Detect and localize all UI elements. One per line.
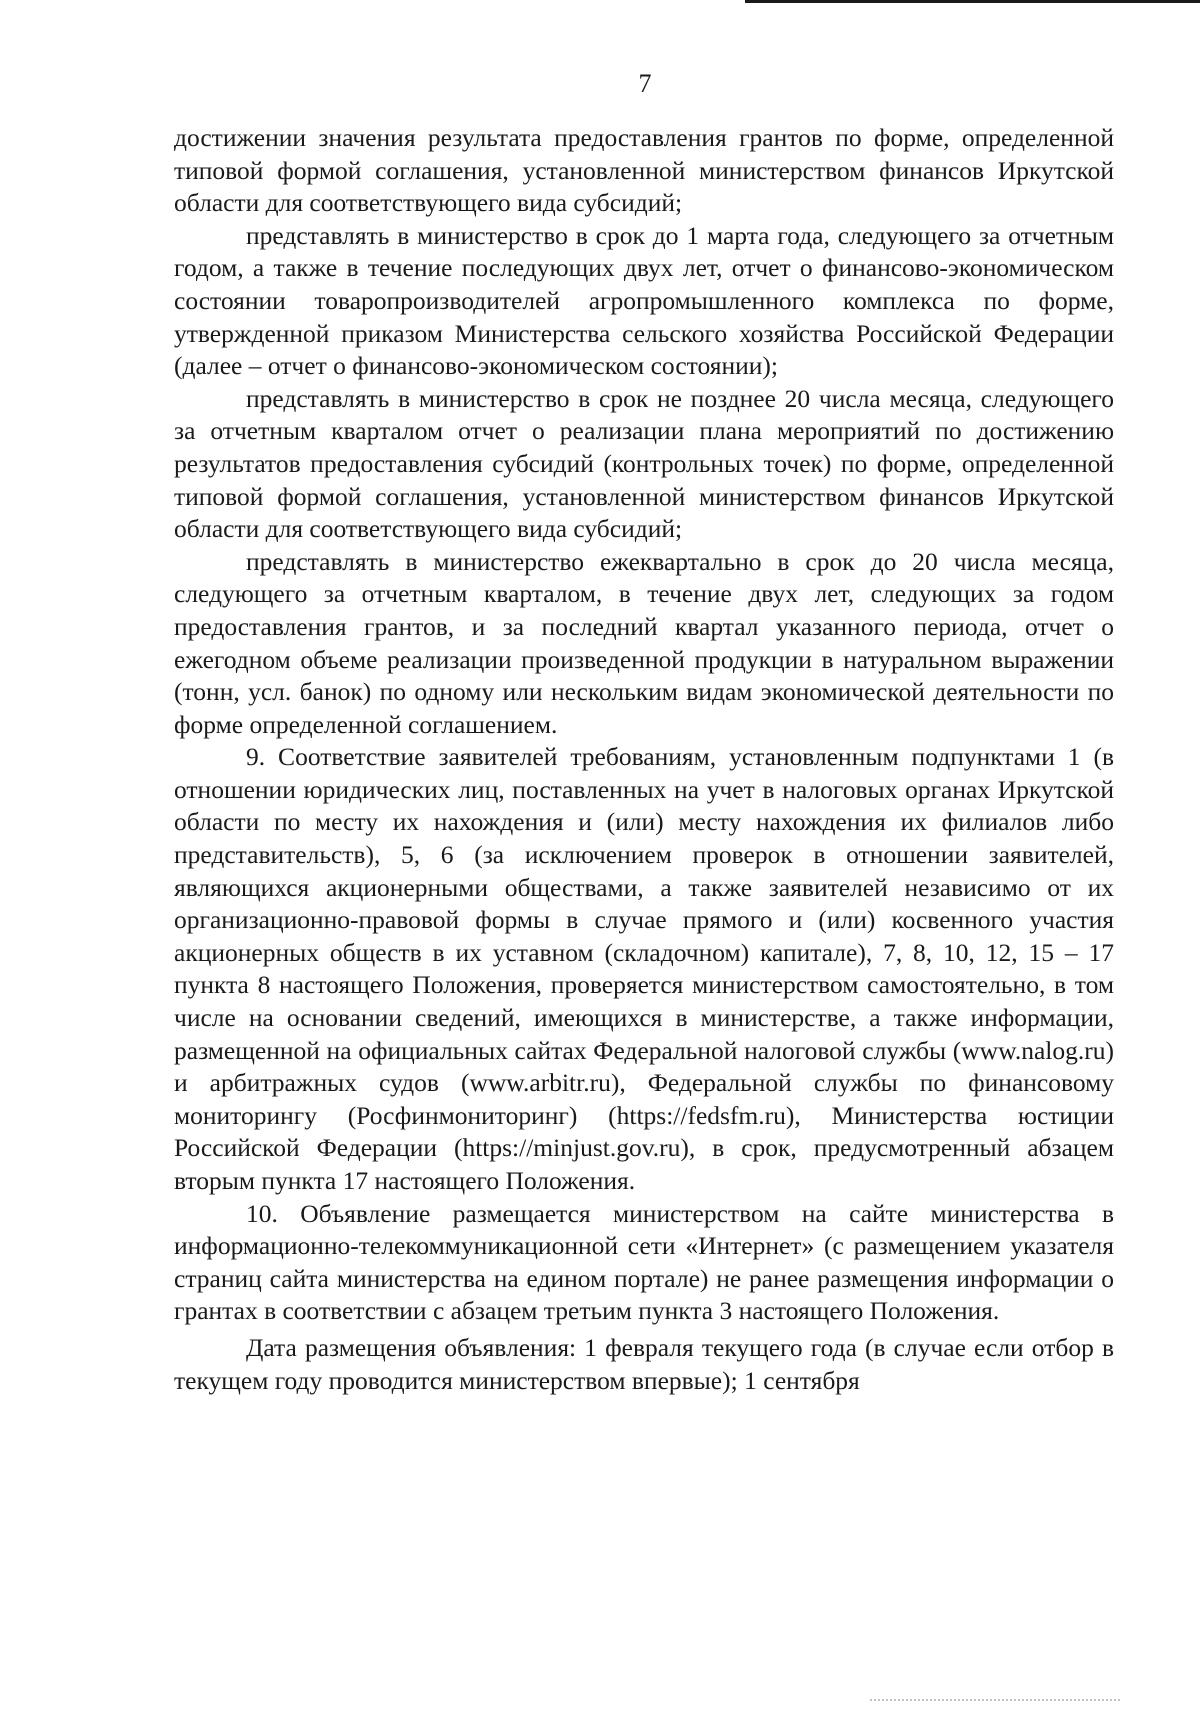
scan-artifact: [870, 1699, 1120, 1705]
top-rule: [745, 0, 1200, 3]
document-body: [174, 122, 1114, 1397]
paragraph-announcement-date: Дата размещения объявления: 1 февраля текущего года (в случае если отбор в текущем году проводится министерством впервые); 1 сентября: [174, 1332, 1114, 1395]
paragraph-quarterly-plan-report: представлять в министерство в срок не позднее 20 числа месяца, следующего за отчетным кварталом отчет о реализации плана мероприятий по достижению результатов предоставления субсидий (контрольных точек) по форме, определенной типовой формой соглашения, установленной министерством финансов Иркутской области для соответствующего вида субсидий;: [174, 383, 1114, 544]
paragraph-item-9: 9. Соответствие заявителей требованиям, установленным подпунктами 1 (в отношении юридических лиц, поставленных на учет в налоговых органах Иркутской области по месту их нахождения и (или) месту нахождения их филиалов либо представительств), 5, 6 (за исключением проверок в отношении заявителей, являющихся акционерными обществами, а также заявителей независимо от их организационно-правовой формы в случае прямого и (или) косвенного участия акционерных обществ в их уставном (складочном) капитале), 7, 8, 10, 12, 15 – 17 пункта 8 настоящего Положения, проверяется министерством самостоятельно, в том числе на основании сведений, имеющихся в министерстве, а также информации, размещенной на официальных сайтах Федеральной налоговой службы (www.nalog.ru) и арбитражных судов (www.arbitr.ru), Федеральной службы по финансовому мониторингу (Росфинмониторинг) (https://fedsfm.ru), Министерства юстиции Российской Федерации (https://minjust.gov.ru), в срок, предусмотренный абзацем вторым пункта 17 настоящего Положения.: [174, 742, 1114, 1195]
paragraph-item-10: 10. Объявление размещается министерством на сайте министерства в информационно-телекоммуникационной сети «Интернет» (с размещением указателя страниц сайта министерства на едином портале) не ранее размещения информации о грантах в соответствии с абзацем третьим пункта 3 настоящего Положения.: [174, 1198, 1114, 1326]
page-number: 7: [638, 69, 652, 98]
paragraph-production-report: представлять в министерство ежеквартально в срок до 20 числа месяца, следующего за отчетным кварталом, в течение двух лет, следующих за годом предоставления грантов, и за последний квартал указанного периода, отчет о ежегодном объеме реализации произведенной продукции в натуральном выражении (тонн, усл. банок) по одному или нескольким видам экономической деятельности по форме определенной соглашением.: [174, 546, 1114, 739]
paragraph-financial-report: представлять в министерство в срок до 1 марта года, следующего за отчетным годом, а также в течение последующих двух лет, отчет о финансово-экономическом состоянии товаропроизводителей агропромышленного комплекса по форме, утвержденной приказом Министерства сельского хозяйства Российской Федерации (далее – отчет о финансово-экономическом состоянии);: [174, 220, 1114, 381]
paragraph-continuation: достижении значения результата предоставления грантов по форме, определенной типовой формой соглашения, установленной министерством финансов Иркутской области для соответствующего вида субсидий;: [174, 123, 1114, 218]
